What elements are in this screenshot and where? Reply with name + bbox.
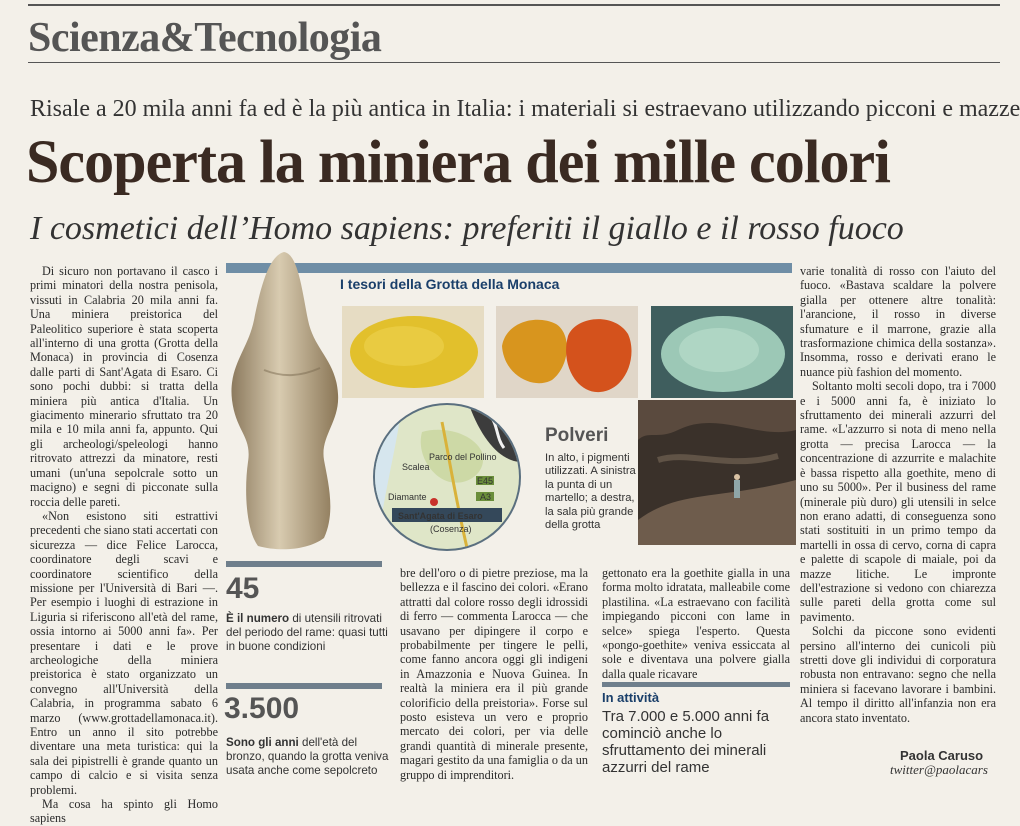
paragraph: gettonato era la goethite gialla in una forma molto idratata, malleabile come plastilina. «La estraevano con facilità impiegando picconi con lame in selce» spiega l'esperto. Questa «pongo-goethite» veniva essiccata al sole e diventava una polvere gialla dalla quale ricavare [602,566,790,681]
author-byline: Paola Caruso [900,748,984,763]
stat-text [226,736,391,778]
cave-photo [638,400,796,545]
map-province-label: (Cosenza) [430,524,472,534]
map-label-town: Diamante [388,492,427,502]
paragraph: Solchi da piccone sono evidenti persino all'interno dei cunicoli più stretti dove gli individui di corporatura robusta non entravano: segno che nella miniera si facevano lavorare i bambini. Al tempo il diritto all'infanzia non era ancora stato inventato. [800,624,996,725]
map-road-label: E45 [477,476,494,486]
paragraph: Ma cosa ha spinto gli Homo sapiens [30,797,218,826]
location-map [372,402,522,552]
attivita-title: In attività [602,690,660,705]
article-column-4 [602,566,790,690]
attivita-text: Tra 7.000 e 5.000 anni fa cominciò anche lo sfruttamento dei minerali azzurri del rame [602,708,770,776]
article-column-1 [30,264,218,826]
paragraph: bre dell'oro o di pietre preziose, ma la bellezza e il fascino dei colori. «Erano attratti dal colore rosso degli idrossidi di ferro — commenta Larocca — che usavano per dipingere il corpo e probabilmente per tingere le pelli, come fanno ancora oggi gli indigeni in Amazzonia e Nuova Guinea. In realtà la miniera era il più grande colorificio della preistoria». Forse sul posto esisteva un vero e proprio mercato dei colori, per via delle grandi quantità di minerale presente, magari gestito da una famiglia o da un gruppo di imprenditori. [400,566,588,782]
author-twitter: twitter@paolacars [890,762,988,777]
stat-text [226,612,391,654]
stat-bold: Sono gli anni [226,736,299,749]
section-rule [28,62,1000,63]
stat-bar [226,561,382,567]
article-column-3 [400,566,588,782]
map-label-park: Parco del Pollino [429,452,497,462]
yellow-pigment-photo [342,306,484,398]
stat-desc: di utensili ritrovati del periodo del rame: quasi tutti in buone condizioni [226,612,388,653]
article-column-5 [800,264,996,754]
map-label-town: Scalea [402,462,430,472]
green-pigment-photo [651,306,793,398]
photo-caption: In alto, i pigmenti utilizzati. A sinistra la punta di un martello; a destra, la sala più grande della grotta [545,452,636,532]
infobox-title: I tesori della Grotta della Monaca [340,276,560,292]
kicker: Risale a 20 mila anni fa ed è la più antica in Italia: i materiali si estraevano utilizzando picconi e mazze [30,96,1020,122]
stat-number: 45 [226,572,260,605]
paragraph: «Non esistono siti estrattivi precedenti che siano stati accertati con sicurezza — dice Felice Larocca, coordinatore degli scavi e coordinatore scientifico della missione per l'Università di Bari —. Per esempio i luoghi di estrazione in Liguria si riferiscono all'età del rame, ossia intorno ai 5000 anni fa». Per presentare i dati e le prove archeologiche della miniera preistorica è stato organizzato un convegno all'Università della Calabria, in programma sabato 6 marzo (www.grottadellamonaca.it). Entro un anno il sito potrebbe diventare una meta turistica: qui la sala dei pipistrelli è grande quanto un campo di calcio e si visita senza problemi. [30,508,218,797]
headline: Scoperta la miniera dei mille colori [26,129,890,196]
stat-desc: dell'età del bronzo, quando la grotta veniva usata anche come sepolcreto [226,736,389,777]
stat-number: 3.500 [224,692,300,725]
location-marker [430,498,438,506]
section-title: Scienza&Tecnologia [28,15,382,61]
paragraph: varie tonalità di rosso con l'aiuto del fuoco. «Bastava scaldare la polvere gialla per ottenere altre tonalità: l'arancione, il rosso in diverse sfumature e il marrone, grazie alla trasformazione chimica della sostanza». Insomma, rosso e derivati erano le nuance più fashion del momento. [800,264,996,379]
map-place-label: Sant'Agata di Esaro [398,511,483,521]
top-rule [28,4,1000,6]
stat-bar [226,683,382,689]
paragraph: Di sicuro non portavano il casco i primi minatori della nostra penisola, vissuti in Calabria 20 mila anni fa. Una miniera preistorica del Paleolitico superiore è stata scoperta all'interno di una grotta (Grotta della Monaca) in provincia di Cosenza dalle parti di Sant'Agata di Esaro. Ci sono pochi dubbi: si tratta della miniera più antica d'Italia. Un giacimento minerario sfruttato tra 20 mila e 10 mila anni fa, appunto. Qui gli archeologi/speleologi hanno ritrovato attrezzi da minatore, resti umani (un'una sepolcrale sotto un macigno) e segni di picconate sulla roccia delle pareti. [30,264,218,509]
map-road-label: A3 [480,492,492,502]
polveri-title: Polveri [545,425,609,446]
subheadline: I cosmetici dell’Homo sapiens: preferiti il giallo e il rosso fuoco [30,210,904,247]
orange-pigment-photo [496,306,638,398]
stat-bold: È il numero [226,612,290,625]
attivita-bar [602,682,790,687]
stone-hammer-photo [224,250,346,550]
paragraph: Soltanto molti secoli dopo, tra i 7000 e i 5000 anni fa, è iniziato lo sfruttamento dei minerali azzurri del rame. «L'azzurro si nota di meno nella grotta — precisa Larocca — la concentrazione di azzurrite e malachite è bassa rispetto alla goethite, meno di uno su 5000». Per il business del rame (minerale più duro) gli utensili in selce non erano adatti, di conseguenza sono stati sostituiti in un primo tempo da martelli in ossa di cervo, corna di capra e palette di scapole di maiale, poi da mazze litiche. Le impronte dell'estrazione si vedono con chiarezza sulle pareti della grotta come sul pavimento. [800,379,996,624]
